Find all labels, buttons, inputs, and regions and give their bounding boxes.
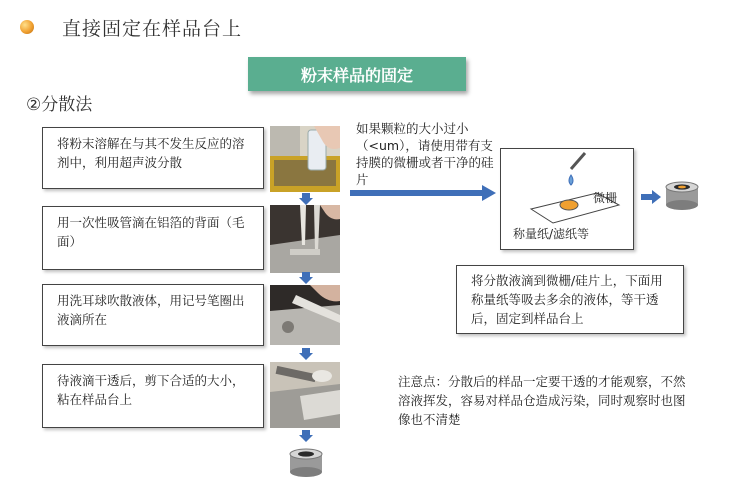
step-box-1: 将粉末溶解在与其不发生反应的溶剂中，利用超声波分散 xyxy=(42,127,264,189)
pipette-photo xyxy=(270,205,340,273)
page-title: 直接固定在样品台上 xyxy=(62,18,243,40)
down-arrow-icon-4 xyxy=(299,430,313,442)
paper-label: 称量纸/滤纸等 xyxy=(513,227,590,241)
sample-stub-result-icon xyxy=(664,179,700,211)
down-arrow-icon-2 xyxy=(299,272,313,284)
side-note-text: 如果颗粒的大小过小（<um），请使用带有支持膜的微栅或者干净的硅片 xyxy=(356,121,494,187)
step-box-4: 待液滴干透后，剪下合适的大小，粘在样品台上 xyxy=(42,364,264,428)
step-box-3: 用洗耳球吹散液体，用记号笔圈出液滴所在 xyxy=(42,284,264,346)
ultrasonic-photo xyxy=(270,126,340,192)
down-arrow-icon-3 xyxy=(299,348,313,360)
section-banner: 粉末样品的固定 xyxy=(248,57,466,91)
down-arrow-icon-1 xyxy=(299,193,313,205)
small-right-arrow-icon xyxy=(641,190,661,204)
caution-note: 注意点：分散后的样品一定要干透的才能观察，不然溶液挥发，容易对样品仓造成污染，同时观察时也图像也不清楚 xyxy=(398,374,686,427)
grid-diagram xyxy=(500,148,634,250)
sample-stub-icon xyxy=(288,446,324,478)
method-title: ②分散法 xyxy=(26,95,93,115)
blowing-photo xyxy=(270,285,340,345)
step-box-2: 用一次性吸管滴在铝箔的背面（毛面） xyxy=(42,206,264,270)
right-arrow-icon xyxy=(350,185,496,201)
cutting-photo xyxy=(270,362,340,428)
bullet-icon xyxy=(20,20,34,34)
grid-label: 微栅 xyxy=(593,191,618,205)
dispersion-instruction-box: 将分散液滴到微栅/硅片上，下面用称量纸等吸去多余的液体，等干透后，固定到样品台上 xyxy=(456,265,684,334)
